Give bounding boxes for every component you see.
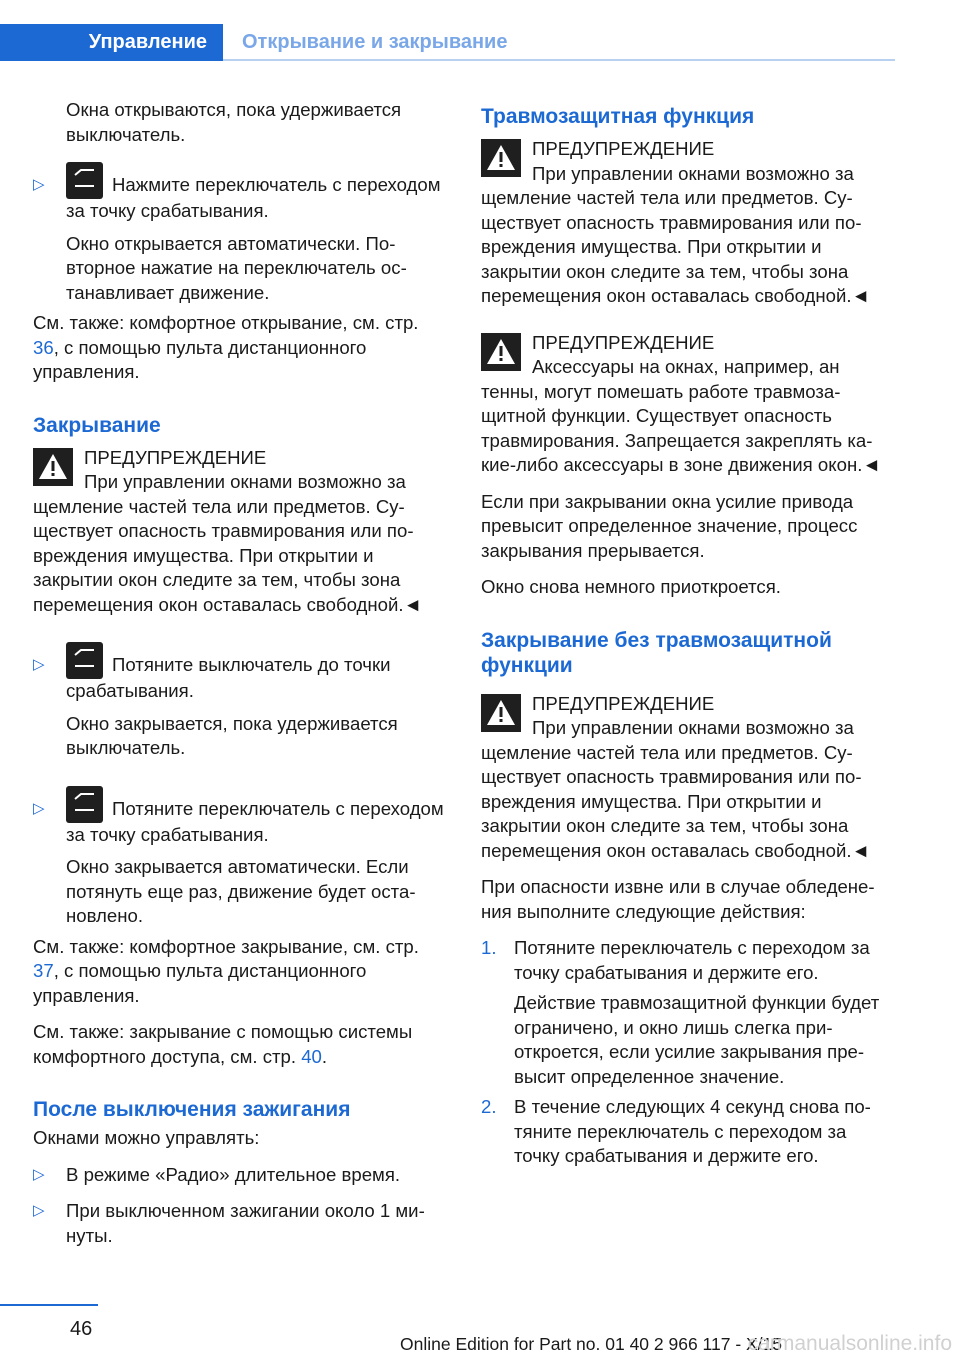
see-also-text: См. также: комфортное открывание, см. стр.	[33, 312, 419, 333]
warning-label: ПРЕДУПРЕЖДЕНИЕ	[532, 138, 715, 159]
list-item-text: В режиме «Радио» длительное время.	[66, 1163, 401, 1185]
page-number: 46	[70, 1318, 93, 1340]
see-also-paragraph	[33, 1020, 448, 1069]
list-item	[33, 1199, 448, 1248]
list-item-detail: Окно открывается автоматически. Повторное нажатие на переключатель останавливает движение.	[66, 232, 407, 303]
bullet-mark: ▷	[33, 176, 45, 193]
body-paragraph: Окнами можно управлять:	[33, 1127, 260, 1148]
see-also-paragraph	[33, 935, 448, 1009]
footer-rule	[0, 1304, 98, 1306]
warning-triangle-icon	[481, 694, 521, 732]
numbered-step	[481, 936, 896, 985]
warning-text: При управлении окнами возможно за	[532, 162, 854, 184]
body-paragraph: При опасности извне или в случае обледенения выполните следующие действия:	[481, 876, 875, 922]
step-text: Потяните переключатель с переходом за точку срабатывания и держите его.	[514, 937, 870, 983]
warning-block	[481, 331, 896, 478]
list-item	[33, 797, 448, 848]
see-also-text: , с помощью пульта дистанционного управления.	[33, 336, 367, 382]
bullet-mark: ▷	[33, 799, 45, 817]
warning-block	[33, 446, 448, 618]
warning-triangle-icon	[33, 448, 73, 486]
warning-label: ПРЕДУПРЕЖДЕНИЕ	[532, 692, 715, 714]
list-item	[33, 1163, 448, 1188]
see-also-paragraph	[33, 311, 448, 385]
body-paragraph: Окно снова немного приоткроется.	[481, 576, 781, 597]
step-number: 1.	[481, 937, 497, 958]
window-switch-icon	[66, 786, 103, 823]
list-item	[33, 653, 448, 704]
body-paragraph: Если при закрывании окна усилие привода превысит определенное значение, процесс закрывания прерывается.	[481, 490, 858, 561]
list-item-detail: Окно закрывается, пока удерживается выключатель.	[66, 712, 398, 758]
bullet-mark: ▷	[33, 1165, 45, 1183]
warning-text: щемление частей тела или предметов. Существует опасность травмирования или повреждения имущества. При открытии и закрытии окон следите за тем, чтобы зона перемещения окон оставалась свободной.◄	[33, 495, 422, 615]
warning-text: щемление частей тела или предметов. Существует опасность травмирования или повреждения имущества. При открытии и закрытии окон следите за тем, чтобы зона перемещения окон оставалась свободной.◄	[481, 187, 870, 306]
bullet-mark: ▷	[33, 656, 45, 673]
warning-triangle-icon	[481, 333, 521, 371]
header-rule	[223, 59, 895, 61]
section-heading: Травмозащитная функция	[481, 105, 755, 128]
warning-block	[481, 137, 896, 309]
list-item-text: Нажмите переключатель с переходом за точку срабатывания.	[66, 174, 441, 221]
warning-text: Аксессуары на окнах, например, ан	[532, 356, 840, 377]
header-chapter-tab: Открывание и закрывание	[242, 31, 508, 53]
see-also-text: .	[321, 1045, 328, 1067]
page-link[interactable]: 36	[33, 336, 54, 358]
warning-text: щемление частей тела или предметов. Существует опасность травмирования или повреждения имущества. При открытии и закрытии окон следите за тем, чтобы зона перемещения окон оставалась свободной.◄	[481, 741, 870, 861]
warning-label: ПРЕДУПРЕЖДЕНИЕ	[84, 446, 267, 468]
warning-label: ПРЕДУПРЕЖДЕНИЕ	[532, 331, 715, 353]
bullet-mark: ▷	[33, 1202, 45, 1219]
warning-text: тенны, могут помешать работе травмозащитной функции. Существует опасность травмирования. Запрещается закреплять какие-либо аксессуары в зоне движения окон.◄	[481, 380, 881, 475]
page-header	[0, 24, 895, 62]
right-column	[481, 98, 896, 1169]
see-also-text: См. также: закрывание с помощью системы комфортного доступа, см. стр.	[33, 1021, 413, 1067]
numbered-step	[481, 1095, 896, 1169]
step-number: 2.	[481, 1096, 497, 1117]
step-text: В течение следующих 4 секунд снова потяните переключатель с переходом за точку срабатывания и держите его.	[514, 1096, 871, 1166]
window-switch-icon	[66, 162, 103, 199]
edition-line: Online Edition for Part no. 01 40 2 966 117 - X/15	[400, 1334, 783, 1354]
warning-block	[481, 692, 896, 864]
list-item-detail: Окно закрывается автоматически. Если потянуть еще раз, движение будет остановлено.	[66, 856, 416, 926]
list-item-text: При выключенном зажигании около 1 минуты.	[66, 1200, 425, 1246]
watermark: carmanualsonline.info	[747, 1332, 952, 1355]
header-section-tab: Управление	[0, 24, 223, 61]
section-heading: После выключения зажигания	[33, 1098, 351, 1121]
window-switch-icon	[66, 642, 103, 679]
warning-text: При управлении окнами возможно за	[532, 717, 854, 738]
list-item-text: Потяните выключатель до точки срабатывания.	[66, 654, 391, 701]
see-also-text: См. также: комфортное закрывание, см. стр.	[33, 935, 419, 957]
intro-paragraph: Окна открываются, пока удерживается выключатель.	[66, 99, 402, 145]
page-link[interactable]: 40	[301, 1045, 322, 1067]
section-heading: Закрывание без травмозащитной функции	[481, 628, 832, 677]
warning-triangle-icon	[481, 139, 521, 177]
warning-text: При управлении окнами возможно за	[84, 471, 406, 492]
page-link[interactable]: 37	[33, 960, 54, 981]
see-also-text: , с помощью пульта дистанционного управления.	[33, 960, 367, 1006]
section-heading: Закрывание	[33, 413, 161, 437]
list-item-text: Потяните переключатель с переходом за точку срабатывания.	[66, 797, 444, 845]
list-item	[33, 173, 448, 224]
left-column	[33, 98, 448, 1248]
step-detail: Действие травмозащитной функции будет ограничено, и окно лишь слегка приоткроется, если усилие закрывания превысит определенное значение.	[514, 992, 880, 1087]
